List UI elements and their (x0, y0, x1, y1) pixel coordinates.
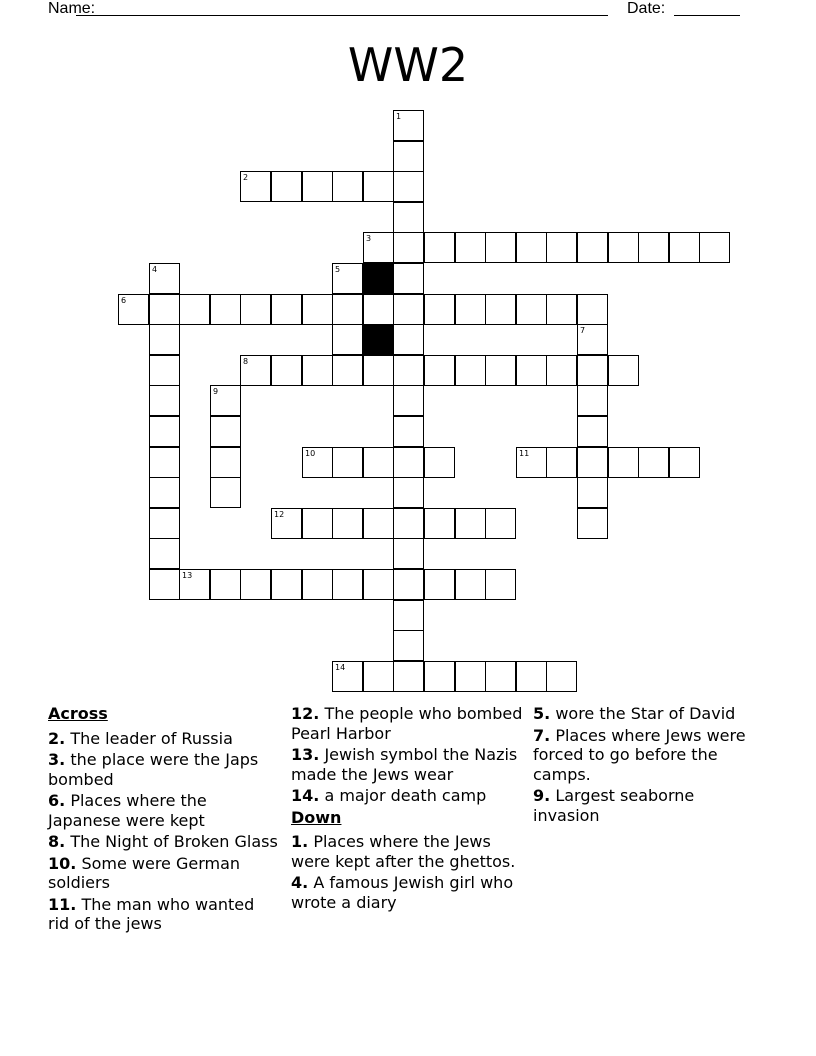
crossword-cell[interactable] (271, 508, 302, 539)
crossword-cell[interactable] (393, 630, 424, 661)
down-clue-1: 1. Places where the Jews were kept after the ghettos. (291, 832, 516, 871)
crossword-cell[interactable] (363, 661, 394, 692)
crossword-cell[interactable] (424, 355, 455, 386)
crossword-cell[interactable] (669, 232, 700, 263)
clue-number: 5 (335, 265, 341, 274)
crossword-cell[interactable] (393, 355, 424, 386)
crossword-cell[interactable] (210, 416, 241, 447)
down-clue-4: 4. A famous Jewish girl who wrote a diary (291, 873, 514, 912)
crossword-cell[interactable] (608, 447, 639, 478)
crossword-cell[interactable] (393, 202, 424, 233)
across-heading: Across (48, 704, 108, 723)
crossword-cell[interactable] (332, 355, 363, 386)
crossword-cell[interactable] (638, 232, 669, 263)
crossword-cell[interactable] (393, 263, 424, 294)
crossword-cell[interactable] (149, 569, 180, 600)
across-clue-11: 11. The man who wanted rid of the jews (48, 894, 255, 933)
crossword-cell[interactable] (393, 385, 424, 416)
crossword-cell[interactable] (608, 355, 639, 386)
crossword-cell[interactable] (363, 232, 394, 263)
crossword-cell[interactable] (240, 171, 271, 202)
name-label: Name: (48, 0, 96, 17)
crossword-cell[interactable] (424, 232, 455, 263)
clue-number: 7 (580, 326, 586, 335)
clue-number: 2 (243, 173, 249, 182)
clue-number: 6 (121, 296, 127, 305)
clue-number: 1 (396, 112, 402, 121)
clue-number: 11 (519, 449, 530, 458)
crossword-cell[interactable] (393, 447, 424, 478)
crossword-cell[interactable] (608, 232, 639, 263)
crossword-cell[interactable] (149, 355, 180, 386)
crossword-cell[interactable] (363, 508, 394, 539)
crossword-cell[interactable] (485, 294, 516, 325)
crossword-cell[interactable] (455, 294, 486, 325)
crossword-cell[interactable] (302, 447, 333, 478)
crossword-cell[interactable] (393, 294, 424, 325)
crossword-cell[interactable] (424, 661, 455, 692)
crossword-cell[interactable] (546, 294, 577, 325)
crossword-cell[interactable] (546, 355, 577, 386)
crossword-cell[interactable] (516, 232, 547, 263)
crossword-block (363, 324, 394, 355)
crossword-cell[interactable] (149, 294, 180, 325)
crossword-cell[interactable] (210, 385, 241, 416)
date-label: Date: (627, 0, 666, 17)
crossword-cell[interactable] (577, 477, 608, 508)
clues-column-2 (291, 704, 523, 914)
crossword-cell[interactable] (271, 355, 302, 386)
crossword-cell[interactable] (240, 294, 271, 325)
down-clue-9: 9. Largest seaborne invasion (533, 786, 695, 825)
across-clue-8: 8. The Night of Broken Glass (48, 832, 278, 851)
crossword-cell[interactable] (332, 569, 363, 600)
crossword-cell[interactable] (210, 477, 241, 508)
crossword-cell[interactable] (455, 661, 486, 692)
crossword-cell[interactable] (332, 263, 363, 294)
crossword-cell[interactable] (699, 232, 730, 263)
crossword-cell[interactable] (577, 416, 608, 447)
crossword-cell[interactable] (240, 569, 271, 600)
crossword-cell[interactable] (363, 294, 394, 325)
crossword-cell[interactable] (485, 661, 516, 692)
crossword-cell[interactable] (393, 141, 424, 172)
crossword-cell[interactable] (577, 232, 608, 263)
clue-number: 10 (305, 449, 316, 458)
crossword-cell[interactable] (455, 508, 486, 539)
crossword-cell[interactable] (393, 324, 424, 355)
crossword-cell[interactable] (210, 294, 241, 325)
crossword-cell[interactable] (149, 447, 180, 478)
crossword-cell[interactable] (118, 294, 149, 325)
crossword-cell[interactable] (302, 355, 333, 386)
crossword-cell[interactable] (149, 385, 180, 416)
crossword-block (363, 263, 394, 294)
crossword-cell[interactable] (363, 569, 394, 600)
crossword-cell[interactable] (332, 508, 363, 539)
crossword-cell[interactable] (332, 447, 363, 478)
across-clue-6: 6. Places where the Japanese were kept (48, 791, 207, 830)
crossword-cell[interactable] (393, 232, 424, 263)
crossword-cell[interactable] (240, 355, 271, 386)
clues-column-1 (48, 704, 280, 936)
crossword-cell[interactable] (516, 355, 547, 386)
crossword-cell[interactable] (424, 294, 455, 325)
crossword-cell[interactable] (332, 294, 363, 325)
crossword-cell[interactable] (546, 661, 577, 692)
across-clue-2: 2. The leader of Russia (48, 728, 233, 748)
crossword-cell[interactable] (455, 355, 486, 386)
crossword-cell[interactable] (393, 508, 424, 539)
crossword-cell[interactable] (485, 569, 516, 600)
crossword-cell[interactable] (302, 569, 333, 600)
crossword-cell[interactable] (393, 171, 424, 202)
clues-column-3 (533, 704, 765, 827)
crossword-cell[interactable] (393, 538, 424, 569)
crossword-cell[interactable] (149, 324, 180, 355)
crossword-cell[interactable] (577, 508, 608, 539)
crossword-cell[interactable] (271, 569, 302, 600)
clue-number: 13 (182, 571, 193, 580)
crossword-cell[interactable] (577, 447, 608, 478)
crossword-cell[interactable] (393, 477, 424, 508)
crossword-cell[interactable] (149, 416, 180, 447)
crossword-cell[interactable] (455, 232, 486, 263)
crossword-cell[interactable] (393, 416, 424, 447)
crossword-cell[interactable] (363, 171, 394, 202)
crossword-cell[interactable] (424, 447, 455, 478)
across-clue-13: 13. Jewish symbol the Nazis made the Jews wear (291, 745, 518, 784)
crossword-cell[interactable] (210, 569, 241, 600)
crossword-cell[interactable] (577, 294, 608, 325)
crossword-cell[interactable] (485, 232, 516, 263)
crossword-cell[interactable] (179, 569, 210, 600)
across-clue-10: 10. Some were German soldiers (48, 853, 241, 892)
crossword-cell[interactable] (577, 324, 608, 355)
crossword-cell[interactable] (393, 661, 424, 692)
clue-number: 8 (243, 357, 249, 366)
crossword-cell[interactable] (485, 355, 516, 386)
down-clue-5: 5. wore the Star of David (533, 704, 736, 723)
crossword-cell[interactable] (332, 661, 363, 692)
crossword-cell[interactable] (393, 569, 424, 600)
crossword-cell[interactable] (149, 477, 180, 508)
clue-number: 3 (366, 234, 372, 243)
crossword-cell[interactable] (393, 600, 424, 631)
crossword-cell[interactable] (302, 508, 333, 539)
crossword-cell[interactable] (179, 294, 210, 325)
crossword-cell[interactable] (577, 355, 608, 386)
crossword-cell[interactable] (638, 447, 669, 478)
clue-number: 14 (335, 663, 346, 672)
page-title: WW2 (347, 38, 469, 92)
crossword-cell[interactable] (149, 263, 180, 294)
clue-number: 4 (152, 265, 158, 274)
crossword-cell[interactable] (424, 508, 455, 539)
crossword-cell[interactable] (393, 110, 424, 141)
crossword-cell[interactable] (546, 232, 577, 263)
crossword-cell[interactable] (577, 385, 608, 416)
crossword-cell[interactable] (516, 447, 547, 478)
crossword-cell[interactable] (271, 171, 302, 202)
across-clue-12: 12. The people who bombed Pearl Harbor (291, 704, 523, 743)
crossword-cell[interactable] (546, 447, 577, 478)
crossword-cell[interactable] (516, 294, 547, 325)
down-clue-7: 7. Places where Jews were forced to go before the camps. (533, 725, 746, 784)
crossword-cell[interactable] (363, 447, 394, 478)
clue-number: 9 (213, 387, 219, 396)
crossword-cell[interactable] (424, 569, 455, 600)
down-heading: Down (291, 807, 342, 827)
crossword-cell[interactable] (455, 569, 486, 600)
crossword-cell[interactable] (302, 171, 333, 202)
crossword-cell[interactable] (332, 324, 363, 355)
crossword-cell[interactable] (271, 294, 302, 325)
crossword-cell[interactable] (149, 538, 180, 569)
crossword-cell[interactable] (149, 508, 180, 539)
clue-number: 12 (274, 510, 285, 519)
crossword-cell[interactable] (516, 661, 547, 692)
crossword-cell[interactable] (363, 355, 394, 386)
crossword-cell[interactable] (302, 294, 333, 325)
crossword-cell[interactable] (485, 508, 516, 539)
crossword-cell[interactable] (332, 171, 363, 202)
across-clue-14: 14. a major death camp (291, 786, 487, 805)
crossword-cell[interactable] (210, 447, 241, 478)
crossword-cell[interactable] (669, 447, 700, 478)
across-clue-3: 3. the place were the Japs bombed (48, 750, 259, 789)
